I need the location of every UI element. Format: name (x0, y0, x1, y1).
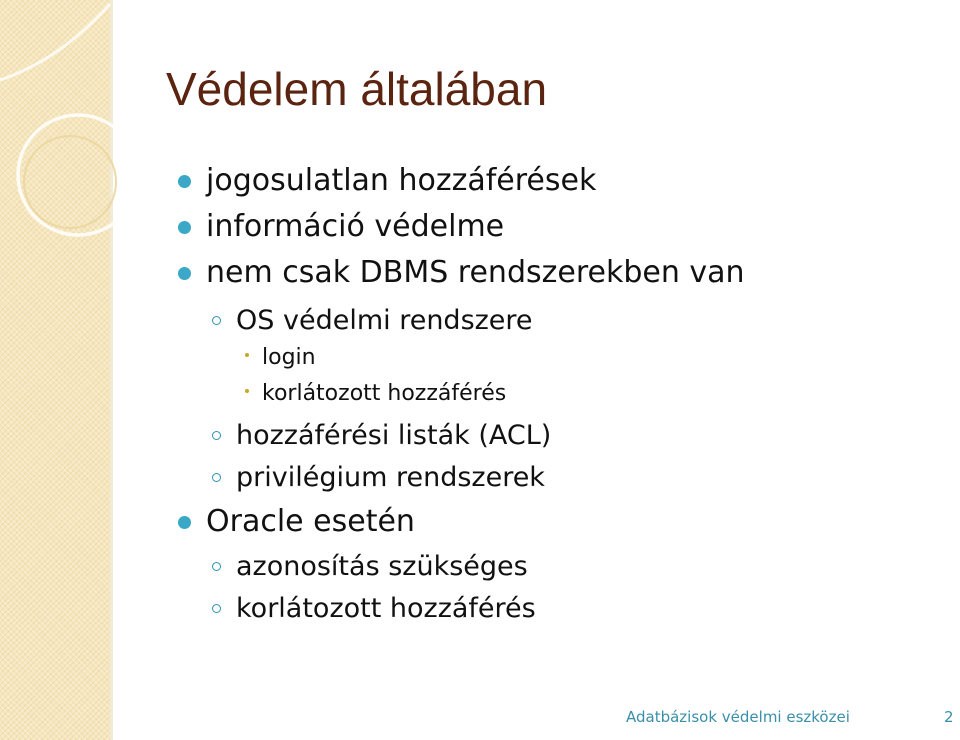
sub-bullet-text: azonosítás szükséges (236, 551, 528, 582)
sub-bullet-item (236, 464, 545, 491)
sub-sub-bullet-item (262, 383, 506, 405)
page-number: 2 (944, 708, 954, 726)
bullet-item (206, 209, 505, 244)
small-dot-bullet-icon (245, 353, 249, 357)
bullet-item (206, 163, 597, 198)
footer-text: Adatbázisok védelmi eszközei (626, 708, 850, 726)
sub-bullet-item (236, 422, 551, 449)
sub-bullet-text: hozzáférési listák (ACL) (236, 420, 552, 451)
bullet-text: nem csak DBMS rendszerekben van (206, 255, 745, 290)
bullet-text: Oracle esetén (206, 504, 415, 539)
ring-bullet-icon (212, 562, 221, 571)
sub-sub-bullet-item (262, 347, 316, 369)
small-dot-bullet-icon (245, 389, 249, 393)
ring-bullet-icon (212, 473, 221, 482)
sub-sub-bullet-text: korlátozott hozzáférés (262, 381, 507, 406)
bullet-dot-icon (178, 221, 191, 234)
ring-bullet-icon (212, 604, 221, 613)
bullet-item (206, 504, 415, 539)
ring-bullet-icon (212, 316, 221, 325)
ring-bullet-icon (212, 431, 221, 440)
sub-bullet-item (236, 307, 533, 334)
bullet-item (206, 255, 745, 290)
sub-bullet-text: korlátozott hozzáférés (236, 593, 536, 624)
sub-bullet-text: privilégium rendszerek (236, 462, 545, 493)
sub-bullet-item (236, 595, 536, 622)
sub-bullet-item (236, 553, 528, 580)
bullet-dot-icon (178, 267, 191, 280)
bullet-text: információ védelme (206, 209, 505, 244)
slide-title: Védelem általában (166, 63, 548, 115)
bullet-dot-icon (178, 516, 191, 529)
bullet-text: jogosulatlan hozzáférések (206, 163, 597, 198)
bullet-dot-icon (178, 175, 191, 188)
sub-sub-bullet-text: login (262, 345, 316, 370)
sub-bullet-text: OS védelmi rendszere (236, 305, 533, 336)
